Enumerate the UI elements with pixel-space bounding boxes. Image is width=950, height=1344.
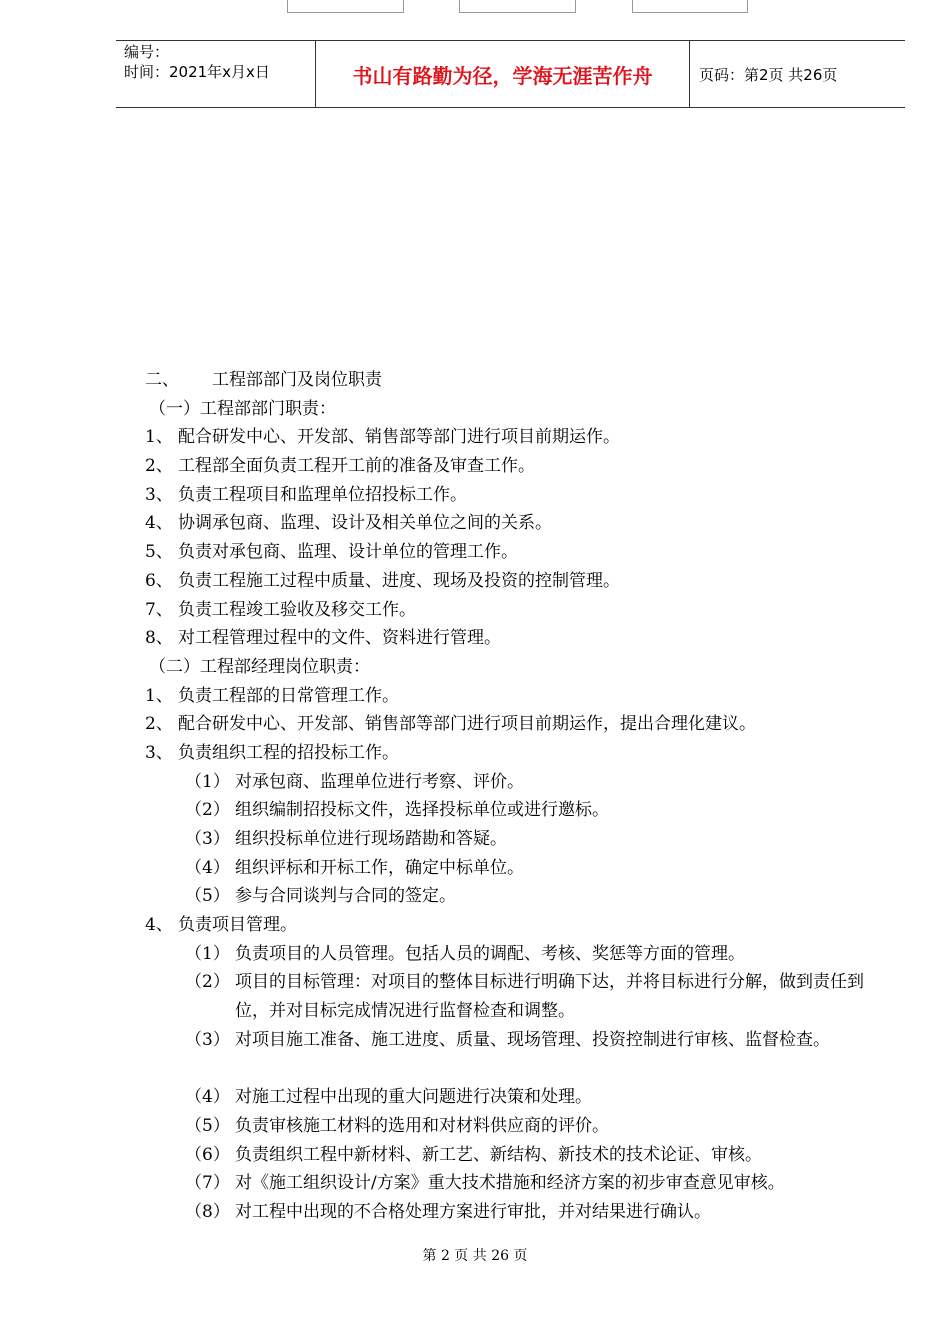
header-meta: [116, 41, 316, 107]
sub-list-item: （2） 组织编制招投标文件，选择投标单位或进行邀标。: [185, 800, 609, 821]
heading-text: 工程部部门及岗位职责: [212, 370, 382, 390]
list-item: 2、 工程部全面负责工程开工前的准备及审查工作。: [145, 456, 535, 477]
top-box-3: [632, 0, 748, 13]
list-item: 1、 负责工程部的日常管理工作。: [145, 685, 399, 706]
page-header: [116, 40, 905, 108]
header-motto: 书山有路勤为径，学海无涯苦作舟: [315, 41, 690, 107]
top-box-2: [459, 0, 576, 13]
list-item: 3、 负责组织工程的招投标工作。: [145, 742, 399, 763]
header-time: 时间：2021年x月x日: [124, 63, 270, 81]
subsection-title-1: （一）工程部部门职责：: [149, 398, 336, 419]
sub-list-item: （4） 组织评标和开标工作，确定中标单位。: [185, 857, 524, 878]
section-heading: [145, 366, 885, 395]
sub-list-item: （8） 对工程中出现的不合格处理方案进行审批，并对结果进行确认。: [185, 1201, 711, 1222]
sub-list-item: （3） 对项目施工准备、施工进度、质量、现场管理、投资控制进行审核、监督检查。: [185, 1029, 830, 1050]
top-box-1: [287, 0, 404, 13]
list-item: 7、 负责工程竣工验收及移交工作。: [145, 599, 416, 620]
list-item: 2、 配合研发中心、开发部、销售部等部门进行项目前期运作，提出合理化建议。: [145, 714, 756, 735]
sub-list-item: （2） 项目的目标管理：对项目的整体目标进行明确下达，并将目标进行分解，做到责任到位，并对目标完成情况进行监督检查和调整。: [185, 972, 864, 1022]
heading-number: 二、: [145, 370, 179, 390]
list-item: 5、 负责对承包商、监理、设计单位的管理工作。: [145, 542, 518, 563]
sub-list-item: （4） 对施工过程中出现的重大问题进行决策和处理。: [185, 1087, 592, 1108]
list-item: 4、 协调承包商、监理、设计及相关单位之间的关系。: [145, 513, 552, 534]
sub-list-item: （1） 负责项目的人员管理。包括人员的调配、考核、奖惩等方面的管理。: [185, 943, 745, 964]
list-item: 6、 负责工程施工过程中质量、进度、现场及投资的控制管理。: [145, 570, 620, 591]
sub-list-item: （5） 参与合同谈判与合同的签定。: [185, 886, 456, 907]
list-item: 1、 配合研发中心、开发部、销售部等部门进行项目前期运作。: [145, 427, 620, 448]
page-footer: 第 2 页 共 26 页: [422, 1248, 528, 1264]
sub-list-item: （5） 负责审核施工材料的选用和对材料供应商的评价。: [185, 1115, 609, 1136]
list-item: 3、 负责工程项目和监理单位招投标工作。: [145, 484, 467, 505]
header-bianhao: 编号：: [124, 43, 170, 61]
list-item: 4、 负责项目管理。: [145, 915, 297, 936]
sub-list-item: （6） 负责组织工程中新材料、新工艺、新结构、新技术的技术论证、审核。: [185, 1144, 762, 1165]
sub-list-item: （1） 对承包商、监理单位进行考察、评价。: [185, 771, 524, 792]
sub-list-item: （7） 对《施工组织设计/方案》重大技术措施和经济方案的初步审查意见审核。: [185, 1173, 785, 1194]
sub-list-item: （3） 组织投标单位进行现场踏勘和答疑。: [185, 829, 507, 849]
header-page-number: 页码：第2页 共26页: [699, 65, 838, 84]
subsection-title-2: （二）工程部经理岗位职责：: [149, 656, 370, 677]
document-body: [145, 366, 885, 1227]
list-item: 8、 对工程管理过程中的文件、资料进行管理。: [145, 628, 501, 649]
